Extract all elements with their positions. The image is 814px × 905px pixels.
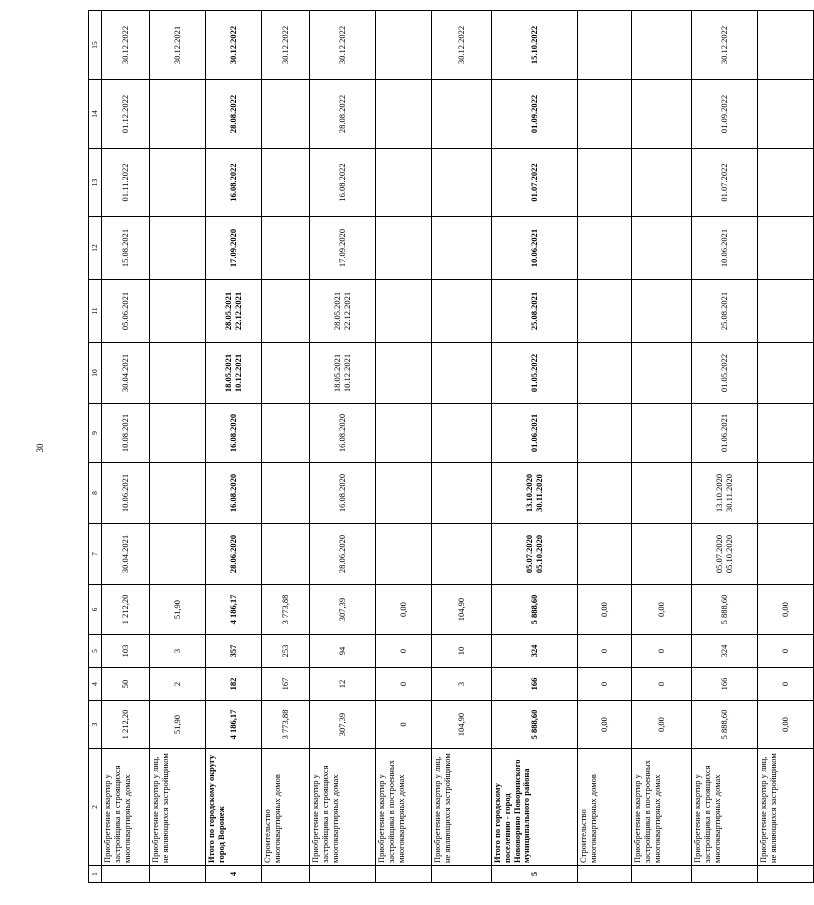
value-cell: 3 — [150, 635, 206, 668]
column-number-cell: 10 — [89, 343, 102, 404]
row-number-cell: 4 — [206, 866, 262, 883]
row-number-cell — [692, 866, 758, 883]
value-cell — [376, 463, 432, 524]
value-cell: 01.09.2022 — [692, 80, 758, 149]
total-row — [492, 11, 578, 883]
value-cell — [632, 404, 692, 463]
value-cell — [150, 463, 206, 524]
column-number-cell: 5 — [89, 635, 102, 668]
value-cell: 5 888,60 — [492, 585, 578, 635]
table-row — [310, 11, 376, 883]
table-row — [692, 11, 758, 883]
row-number-cell — [632, 866, 692, 883]
value-cell: 30.12.2022 — [692, 11, 758, 80]
row-name-cell: Приобретение квартир у застройщика в строящихся многоквартирных домах — [692, 749, 758, 866]
value-cell: 28.06.2020 — [310, 524, 376, 585]
value-cell: 307,39 — [310, 701, 376, 749]
column-number-cell: 8 — [89, 463, 102, 524]
row-number-cell — [578, 866, 632, 883]
value-cell: 01.12.2022 — [102, 80, 150, 149]
value-cell — [376, 343, 432, 404]
total-row — [206, 11, 262, 883]
value-cell: 30.12.2022 — [102, 11, 150, 80]
value-cell: 167 — [262, 668, 310, 701]
table-row — [102, 11, 150, 883]
value-cell — [150, 80, 206, 149]
value-cell: 16.08.2022 — [310, 149, 376, 217]
value-cell: 5 888,60 — [692, 701, 758, 749]
housing-program-table — [88, 10, 814, 883]
row-name-cell: Приобретение квартир у застройщика в строящихся многоквартирных домах — [102, 749, 150, 866]
row-number-cell — [376, 866, 432, 883]
value-cell — [758, 463, 814, 524]
value-cell: 16.08.2020 — [310, 404, 376, 463]
value-cell: 16.08.2020 — [206, 463, 262, 524]
value-cell: 0 — [376, 701, 432, 749]
value-cell — [432, 343, 492, 404]
value-cell — [432, 404, 492, 463]
value-cell: 307,39 — [310, 585, 376, 635]
column-number-cell: 7 — [89, 524, 102, 585]
value-cell — [758, 217, 814, 280]
row-name-cell: Итого по городскому округу город Воронеж — [206, 749, 262, 866]
value-cell — [578, 280, 632, 343]
column-number-cell: 3 — [89, 701, 102, 749]
row-name-cell: Итого по городскому поселению - город Нововорино Поворинского муниципального района — [492, 749, 578, 866]
value-cell: 3 773,88 — [262, 701, 310, 749]
value-cell: 0,00 — [758, 701, 814, 749]
value-cell — [578, 217, 632, 280]
value-cell: 2 — [150, 668, 206, 701]
value-cell — [432, 80, 492, 149]
value-cell: 17.09.2020 — [310, 217, 376, 280]
value-cell: 0 — [376, 635, 432, 668]
value-cell: 01.05.2022 — [492, 343, 578, 404]
row-number-cell — [102, 866, 150, 883]
value-cell: 3 — [432, 668, 492, 701]
value-cell — [150, 280, 206, 343]
value-cell: 182 — [206, 668, 262, 701]
value-cell: 16.08.2022 — [206, 149, 262, 217]
value-cell: 30.12.2021 — [150, 11, 206, 80]
value-cell — [376, 80, 432, 149]
row-name-cell: Приобретение квартир у застройщика в построенных многоквартирных домах — [632, 749, 692, 866]
value-cell: 0,00 — [632, 701, 692, 749]
value-cell — [758, 404, 814, 463]
value-cell — [150, 524, 206, 585]
value-cell — [376, 404, 432, 463]
value-cell — [432, 524, 492, 585]
row-number-cell — [432, 866, 492, 883]
row-name-cell: Приобретение квартир у лиц, не являющихся застройщиком — [150, 749, 206, 866]
table-row — [432, 11, 492, 883]
table-row — [632, 11, 692, 883]
table-row — [150, 11, 206, 883]
value-cell: 1 212,20 — [102, 585, 150, 635]
value-cell — [578, 524, 632, 585]
value-cell: 25.08.2021 — [692, 280, 758, 343]
value-cell: 01.09.2022 — [492, 80, 578, 149]
value-cell — [758, 524, 814, 585]
value-cell — [632, 217, 692, 280]
row-number-cell — [150, 866, 206, 883]
value-cell: 01.06.2021 — [492, 404, 578, 463]
value-cell — [262, 463, 310, 524]
value-cell: 28.06.2020 — [206, 524, 262, 585]
column-number-cell: 15 — [89, 11, 102, 80]
value-cell: 01.11.2022 — [102, 149, 150, 217]
value-cell — [632, 80, 692, 149]
value-cell — [376, 11, 432, 80]
value-cell — [632, 149, 692, 217]
value-cell: 1 212,20 — [102, 701, 150, 749]
value-cell: 0,00 — [376, 585, 432, 635]
value-cell — [376, 524, 432, 585]
value-cell: 10.06.2021 — [692, 217, 758, 280]
value-cell: 12 — [310, 668, 376, 701]
value-cell: 30.12.2022 — [432, 11, 492, 80]
table-container — [88, 11, 790, 883]
value-cell — [262, 524, 310, 585]
value-cell: 253 — [262, 635, 310, 668]
value-cell: 0 — [632, 668, 692, 701]
value-cell — [262, 343, 310, 404]
value-cell: 05.07.2020 05.10.2020 — [692, 524, 758, 585]
value-cell — [632, 343, 692, 404]
value-cell — [262, 149, 310, 217]
value-cell: 324 — [692, 635, 758, 668]
table-row — [578, 11, 632, 883]
value-cell: 10.06.2021 — [102, 463, 150, 524]
value-cell: 05.07.2020 05.10.2020 — [492, 524, 578, 585]
value-cell — [578, 343, 632, 404]
value-cell — [150, 343, 206, 404]
value-cell — [150, 404, 206, 463]
value-cell — [262, 217, 310, 280]
row-name-cell: Приобретение квартир у лиц, не являющихся застройщиком — [432, 749, 492, 866]
value-cell: 0 — [376, 668, 432, 701]
value-cell: 01.07.2022 — [492, 149, 578, 217]
value-cell: 13.10.2020 30.11.2020 — [692, 463, 758, 524]
value-cell: 28.08.2022 — [206, 80, 262, 149]
row-name-cell: Строительство многоквартирных домов — [262, 749, 310, 866]
value-cell: 30.12.2022 — [262, 11, 310, 80]
value-cell — [262, 280, 310, 343]
value-cell — [758, 343, 814, 404]
column-number-cell: 6 — [89, 585, 102, 635]
value-cell: 10.08.2021 — [102, 404, 150, 463]
row-name-cell: Строительство многоквартирных домов — [578, 749, 632, 866]
value-cell: 51,90 — [150, 585, 206, 635]
value-cell: 01.07.2022 — [692, 149, 758, 217]
value-cell: 0 — [758, 668, 814, 701]
value-cell: 0 — [578, 668, 632, 701]
value-cell — [632, 524, 692, 585]
value-cell: 104,90 — [432, 701, 492, 749]
value-cell — [578, 11, 632, 80]
value-cell: 01.05.2022 — [692, 343, 758, 404]
value-cell — [262, 80, 310, 149]
value-cell: 25.08.2021 — [492, 280, 578, 343]
value-cell — [578, 80, 632, 149]
column-number-cell: 11 — [89, 280, 102, 343]
value-cell: 357 — [206, 635, 262, 668]
value-cell — [578, 149, 632, 217]
value-cell — [632, 463, 692, 524]
row-number-cell — [262, 866, 310, 883]
column-number-cell: 2 — [89, 749, 102, 866]
value-cell — [432, 463, 492, 524]
value-cell: 30.12.2022 — [206, 11, 262, 80]
value-cell: 15.10.2022 — [492, 11, 578, 80]
value-cell: 0 — [758, 635, 814, 668]
value-cell: 324 — [492, 635, 578, 668]
value-cell — [758, 280, 814, 343]
value-cell: 30.12.2022 — [310, 11, 376, 80]
row-number-cell — [310, 866, 376, 883]
value-cell: 0,00 — [578, 701, 632, 749]
value-cell — [632, 280, 692, 343]
table-row — [376, 11, 432, 883]
value-cell: 103 — [102, 635, 150, 668]
value-cell: 0,00 — [758, 585, 814, 635]
value-cell: 0 — [578, 635, 632, 668]
value-cell — [632, 11, 692, 80]
value-cell — [578, 404, 632, 463]
value-cell: 28.05.2021 22.12.2021 — [310, 280, 376, 343]
value-cell — [432, 280, 492, 343]
value-cell — [432, 149, 492, 217]
value-cell: 50 — [102, 668, 150, 701]
value-cell: 5 888,60 — [492, 701, 578, 749]
column-number-row — [89, 11, 102, 883]
value-cell — [150, 217, 206, 280]
value-cell: 0,00 — [578, 585, 632, 635]
value-cell: 28.08.2022 — [310, 80, 376, 149]
value-cell — [376, 149, 432, 217]
value-cell — [432, 217, 492, 280]
value-cell — [376, 280, 432, 343]
value-cell — [758, 11, 814, 80]
value-cell: 05.06.2021 — [102, 280, 150, 343]
value-cell — [578, 463, 632, 524]
value-cell: 30.04.2021 — [102, 524, 150, 585]
value-cell — [758, 149, 814, 217]
value-cell: 10 — [432, 635, 492, 668]
row-name-cell: Приобретение квартир у застройщика в строящихся многоквартирных домах — [310, 749, 376, 866]
value-cell: 94 — [310, 635, 376, 668]
column-number-cell: 4 — [89, 668, 102, 701]
row-name-cell: Приобретение квартир у застройщика в построенных многоквартирных домах — [376, 749, 432, 866]
value-cell: 28.05.2021 22.12.2021 — [206, 280, 262, 343]
value-cell: 18.05.2021 10.12.2021 — [310, 343, 376, 404]
column-number-cell: 12 — [89, 217, 102, 280]
row-number-cell: 5 — [492, 866, 578, 883]
table-body — [89, 11, 814, 883]
value-cell: 13.10.2020 30.11.2020 — [492, 463, 578, 524]
value-cell — [262, 404, 310, 463]
table-row — [758, 11, 814, 883]
value-cell — [376, 217, 432, 280]
value-cell: 5 888,60 — [692, 585, 758, 635]
value-cell — [758, 80, 814, 149]
value-cell: 10.06.2021 — [492, 217, 578, 280]
row-name-cell: Приобретение квартир у лиц, не являющихся застройщиком — [758, 749, 814, 866]
column-number-cell: 9 — [89, 404, 102, 463]
column-number-cell: 1 — [89, 866, 102, 883]
value-cell: 01.06.2021 — [692, 404, 758, 463]
value-cell: 104,90 — [432, 585, 492, 635]
value-cell: 4 186,17 — [206, 585, 262, 635]
table-row — [262, 11, 310, 883]
page-number: 30 — [35, 443, 45, 453]
value-cell: 16.08.2020 — [206, 404, 262, 463]
value-cell: 4 186,17 — [206, 701, 262, 749]
row-number-cell — [758, 866, 814, 883]
value-cell: 166 — [692, 668, 758, 701]
value-cell: 51,90 — [150, 701, 206, 749]
value-cell: 18.05.2021 10.12.2021 — [206, 343, 262, 404]
rotated-table-frame — [88, 11, 790, 883]
value-cell: 0 — [632, 635, 692, 668]
value-cell: 30.04.2021 — [102, 343, 150, 404]
value-cell — [150, 149, 206, 217]
column-number-cell: 14 — [89, 80, 102, 149]
column-number-cell: 13 — [89, 149, 102, 217]
value-cell: 166 — [492, 668, 578, 701]
value-cell: 3 773,88 — [262, 585, 310, 635]
value-cell: 0,00 — [632, 585, 692, 635]
value-cell: 17.09.2020 — [206, 217, 262, 280]
value-cell: 16.08.2020 — [310, 463, 376, 524]
value-cell: 15.08.2021 — [102, 217, 150, 280]
